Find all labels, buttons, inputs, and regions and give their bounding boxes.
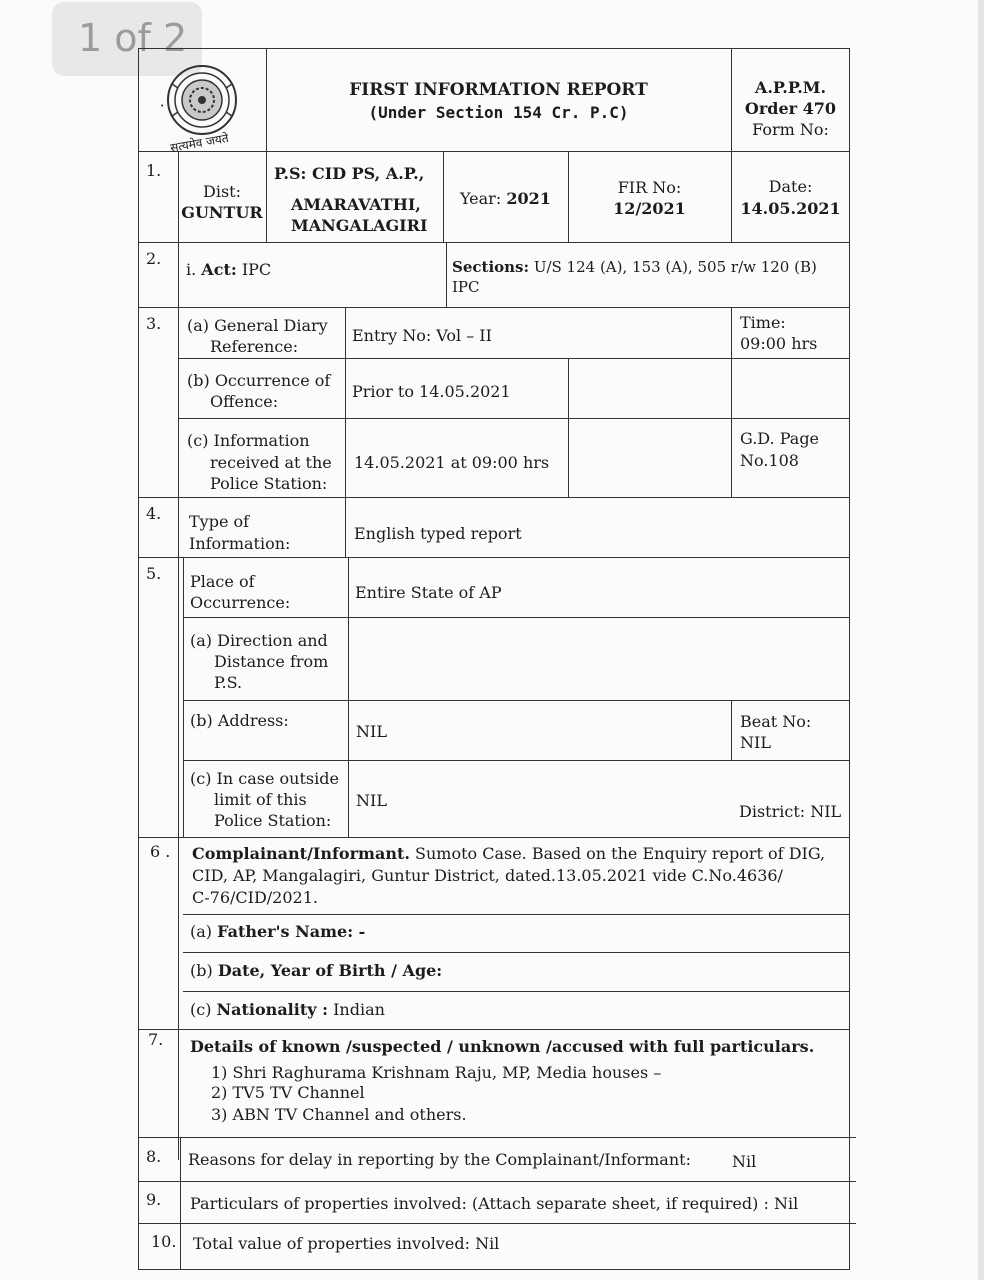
dist-label: Dist: xyxy=(203,182,241,201)
fir-no-label: FIR No: xyxy=(617,178,682,197)
dist-value: GUNTUR xyxy=(181,203,263,222)
direction-label: (a) Direction and xyxy=(190,631,328,650)
info-type-value: English typed report xyxy=(354,524,522,543)
info-received-label-cont: received at the xyxy=(210,453,332,472)
direction-label-cont: Distance from xyxy=(214,652,329,671)
order-line2: Order 470 xyxy=(744,99,837,118)
row-number: 4. xyxy=(146,504,162,523)
divider xyxy=(446,242,447,307)
occurrence-label-cont: Offence: xyxy=(210,392,279,411)
date-label: Date: xyxy=(768,177,813,196)
accused-item: 2) TV5 TV Channel xyxy=(211,1083,365,1102)
beat-no-label: Beat No: xyxy=(740,712,812,731)
gd-entry-value: Entry No: Vol – II xyxy=(352,326,492,345)
divider xyxy=(345,497,346,557)
accused-item: 1) Shri Raghurama Krishnam Raju, MP, Media houses – xyxy=(211,1063,662,1082)
emblem-motto: सत्यमेव जयते xyxy=(169,130,230,156)
info-type-label-cont: Information: xyxy=(189,534,291,553)
divider xyxy=(183,952,850,953)
row-number: 1. xyxy=(146,161,162,180)
divider xyxy=(138,307,850,308)
info-received-label: (c) Information xyxy=(187,431,310,450)
address-value: NIL xyxy=(356,722,387,741)
divider xyxy=(183,914,850,915)
sections-label: Sections: xyxy=(452,258,530,276)
accused-heading: Details of known /suspected / unknown /accused with full particulars. xyxy=(190,1037,815,1056)
divider xyxy=(183,557,184,837)
divider xyxy=(138,1137,856,1138)
divider xyxy=(183,700,850,701)
outside-limit-label-cont2: Police Station: xyxy=(214,811,332,830)
info-type-label: Type of xyxy=(189,512,250,531)
row-number: 7. xyxy=(148,1030,164,1049)
divider xyxy=(183,760,850,761)
row-number: 2. xyxy=(146,249,162,268)
complainant-line3: C-76/CID/2021. xyxy=(192,888,318,907)
occurrence-label: (b) Occurrence of xyxy=(187,371,331,390)
divider xyxy=(138,1029,850,1030)
order-line1: A.P.P.M. xyxy=(754,78,827,97)
act-field xyxy=(186,259,271,280)
divider xyxy=(443,151,444,242)
divider xyxy=(266,48,267,242)
divider xyxy=(138,242,850,243)
place-value: Entire State of AP xyxy=(355,583,502,602)
divider xyxy=(138,1223,856,1224)
ps-line2: AMARAVATHI, xyxy=(291,195,421,214)
row-number: 9. xyxy=(146,1190,162,1209)
divider xyxy=(731,700,732,760)
direction-label-cont2: P.S. xyxy=(214,673,243,692)
properties-value: Total value of properties involved: Nil xyxy=(193,1234,500,1253)
page-edge xyxy=(978,0,984,1280)
ps-line1: P.S: CID PS, A.P., xyxy=(274,164,425,183)
outside-limit-label-cont: limit of this xyxy=(214,790,307,809)
complainant-label: Complainant/Informant. xyxy=(192,844,410,863)
gd-ref-label: (a) General Diary xyxy=(187,316,328,335)
row-number: 8. xyxy=(146,1147,162,1166)
divider xyxy=(568,358,569,497)
sections-value: U/S 124 (A), 153 (A), 505 r/w 120 (B) xyxy=(533,258,817,276)
nationality-field xyxy=(190,999,385,1020)
report-title: FIRST INFORMATION REPORT xyxy=(349,80,648,100)
properties-involved: Particulars of properties involved: (Attach separate sheet, if required) : Nil xyxy=(190,1194,799,1213)
divider xyxy=(348,557,349,837)
delay-reason-value: Nil xyxy=(732,1152,757,1171)
year-value: 2021 xyxy=(506,189,551,208)
divider xyxy=(183,617,850,618)
divider xyxy=(183,991,850,992)
father-name-prefix: (a) xyxy=(190,922,213,941)
act-label: Act: xyxy=(201,260,237,279)
divider xyxy=(138,497,850,498)
sections-value-cont: IPC xyxy=(452,278,480,296)
beat-no-value: NIL xyxy=(740,733,771,752)
divider xyxy=(178,418,850,419)
place-label-cont: Occurrence: xyxy=(190,593,291,612)
year-label: Year: xyxy=(460,189,502,208)
dob-label: Date, Year of Birth / Age: xyxy=(217,961,443,980)
info-received-label-cont2: Police Station: xyxy=(210,474,328,493)
divider xyxy=(178,358,850,359)
divider xyxy=(138,1181,856,1182)
divider xyxy=(345,307,346,497)
svg-text:•: • xyxy=(160,102,165,110)
complainant-text: Sumoto Case. Based on the Enquiry report of DIG, xyxy=(415,844,826,863)
accused-item: 3) ABN TV Channel and others. xyxy=(211,1105,467,1124)
district-value: District: NIL xyxy=(739,802,842,821)
row-number: 10. xyxy=(151,1232,177,1251)
divider xyxy=(138,837,850,838)
divider xyxy=(138,557,850,558)
nationality-value: Indian xyxy=(333,1000,385,1019)
father-name-field xyxy=(190,921,365,942)
dob-prefix: (b) xyxy=(190,961,213,980)
father-name-label: Father's Name: - xyxy=(217,922,366,941)
outside-limit-label: (c) In case outside xyxy=(190,769,339,788)
date-value: 14.05.2021 xyxy=(740,199,841,218)
row-number: 3. xyxy=(146,314,162,333)
dob-field xyxy=(190,960,442,981)
nationality-label: Nationality : xyxy=(216,1000,328,1019)
place-label: Place of xyxy=(190,572,255,591)
year-field xyxy=(460,188,551,209)
divider xyxy=(178,151,179,1160)
form-no-label: Form No: xyxy=(752,120,829,139)
gd-time-label: Time: xyxy=(740,313,786,332)
row-number: 6 . xyxy=(150,842,171,861)
complainant-line2: CID, AP, Mangalagiri, Guntur District, dated.13.05.2021 vide C.No.4636/ xyxy=(192,866,783,885)
gd-ref-label-cont: Reference: xyxy=(210,337,299,356)
ps-line3: MANGALAGIRI xyxy=(291,216,428,235)
act-prefix: i. xyxy=(186,260,197,279)
address-label: (b) Address: xyxy=(190,711,289,730)
row-number: 5. xyxy=(146,564,162,583)
gd-page-label: G.D. Page xyxy=(740,429,820,448)
page-indicator-text: 1 of 2 xyxy=(78,16,188,60)
occurrence-value: Prior to 14.05.2021 xyxy=(352,382,511,401)
complainant-line1 xyxy=(192,843,825,864)
delay-reason-label: Reasons for delay in reporting by the Complainant/Informant: xyxy=(188,1150,691,1169)
info-received-value: 14.05.2021 at 09:00 hrs xyxy=(354,453,550,472)
divider xyxy=(731,307,732,497)
divider xyxy=(180,1137,181,1270)
sections-field xyxy=(452,257,817,278)
act-value: IPC xyxy=(241,260,272,279)
outside-limit-value: NIL xyxy=(356,791,387,810)
nationality-prefix: (c) xyxy=(190,1000,212,1019)
report-subtitle: (Under Section 154 Cr. P.C) xyxy=(368,103,629,122)
fir-no-value: 12/2021 xyxy=(613,199,686,218)
gd-time-value: 09:00 hrs xyxy=(740,334,818,353)
gd-page-value: No.108 xyxy=(740,451,799,470)
